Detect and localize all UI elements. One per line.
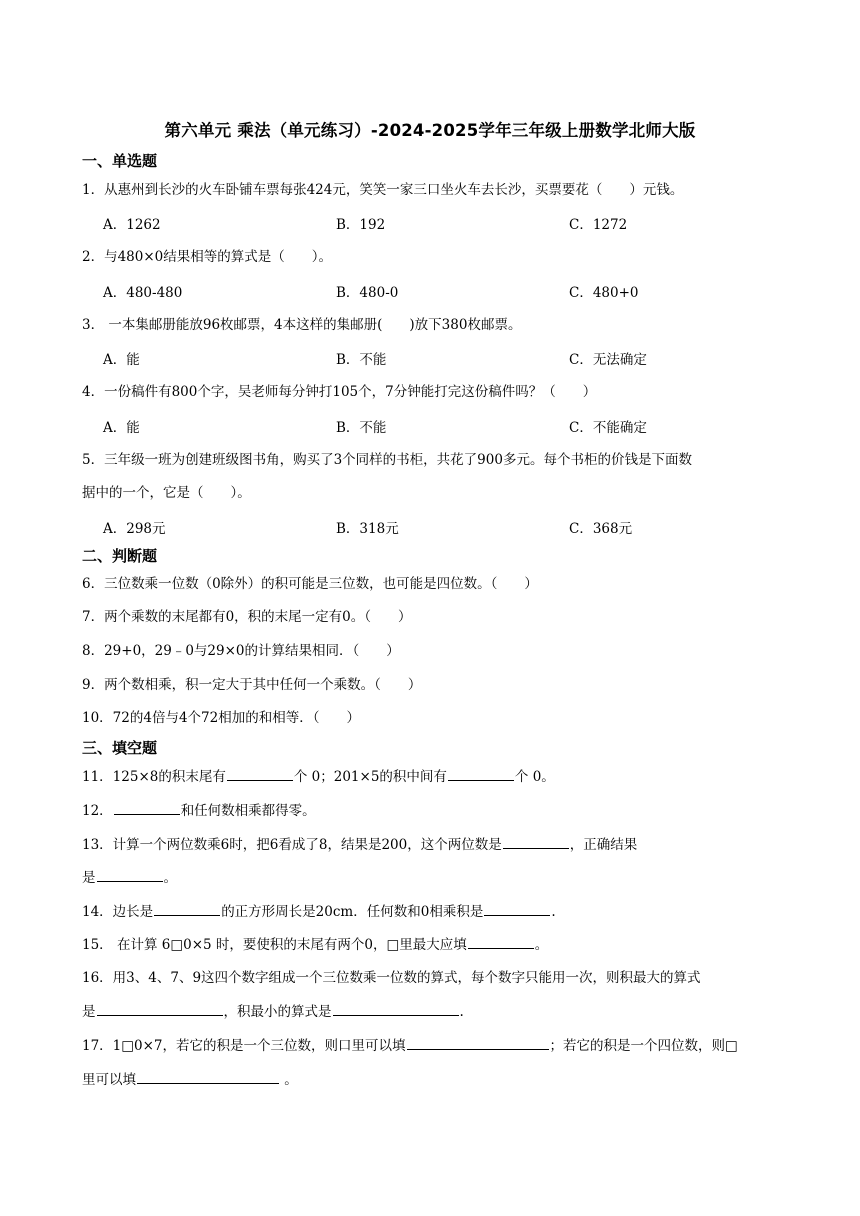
question-14 [82, 901, 782, 922]
question-4: 4．一份稿件有800个字，吴老师每分钟打105个，7分钟能打完这份稿件吗？（ ） [82, 384, 597, 400]
question-5-line-2: 据中的一个，它是（ ）。 [82, 485, 251, 501]
q16-blank-1[interactable] [97, 1001, 223, 1016]
question-6: 6．三位数乘一位数（0除外）的积可能是三位数，也可能是四位数。（ ） [82, 576, 538, 592]
q2-option-c: C．480+0 [569, 285, 639, 301]
q14-text-3: . [551, 904, 556, 920]
q16-text-3: ，积最小的算式是 [223, 1004, 332, 1020]
q1-option-b: B．192 [336, 217, 386, 233]
q15-text-2: 。 [534, 937, 549, 953]
q17-text-3: 里可以填 [82, 1072, 136, 1088]
q2-option-b: B．480-0 [336, 285, 399, 301]
q11-blank-1[interactable] [227, 766, 293, 781]
q12-text-2: 和任何数相乘都得零。 [180, 803, 316, 819]
q5-option-c: C．368元 [569, 521, 633, 537]
question-16-line-1: 16．用3、4、7、9这四个数字组成一个三位数乘一位数的算式，每个数字只能用一次，则积最大的算式 [82, 970, 701, 986]
question-16-line-2 [82, 1001, 782, 1022]
q13-text-4: 。 [163, 870, 177, 886]
question-11 [82, 766, 782, 787]
question-17-line-1 [82, 1035, 782, 1056]
q1-option-c: C．1272 [569, 217, 628, 233]
q16-text-2: 是 [82, 1004, 96, 1020]
question-3: 3． 一本集邮册能放96枚邮票，4本这样的集邮册( )放下380枚邮票。 [82, 317, 522, 333]
section-heading-single-choice: 一、单选题 [82, 152, 158, 170]
question-13-line-1 [82, 834, 782, 855]
q13-blank-1[interactable] [503, 834, 569, 849]
section-heading-fill-blank: 三、填空题 [82, 739, 158, 757]
q17-text-4: 。 [280, 1072, 298, 1088]
q12-text-1: 12． [82, 803, 113, 819]
q15-blank[interactable] [468, 934, 534, 949]
q11-blank-2[interactable] [448, 766, 514, 781]
q4-option-b: B．不能 [336, 420, 387, 436]
q14-text-2: 的正方形周长是20cm．任何数和0相乘积是 [221, 904, 484, 920]
q17-blank-2[interactable] [137, 1069, 279, 1084]
question-8: 8．29+0，29﹣0与29×0的计算结果相同．（ ） [82, 643, 400, 659]
q13-text-3: 是 [82, 870, 96, 886]
q17-blank-1[interactable] [407, 1035, 549, 1050]
q17-text-1: 17．1□0×7，若它的积是一个三位数，则口里可以填 [82, 1038, 406, 1054]
question-17-line-2 [82, 1069, 782, 1090]
question-5-line-1: 5．三年级一班为创建班级图书角，购买了3个同样的书柜，共花了900多元。每个书柜的价钱是下面数 [82, 452, 692, 468]
question-2: 2．与480×0结果相等的算式是（ ）。 [82, 249, 333, 265]
question-15 [82, 934, 782, 955]
q13-blank-2[interactable] [97, 867, 163, 882]
q14-blank-1[interactable] [154, 901, 220, 916]
q3-option-c: C．无法确定 [569, 352, 647, 368]
q17-text-2: ；若它的积是一个四位数，则□ [549, 1038, 738, 1054]
q16-blank-2[interactable] [333, 1001, 459, 1016]
q1-option-a: A．1262 [103, 217, 161, 233]
question-13-line-2 [82, 867, 782, 888]
q3-option-b: B．不能 [336, 352, 387, 368]
section-heading-true-false: 二、判断题 [82, 547, 158, 565]
q11-text-2: 个 0；201×5的积中间有 [293, 769, 447, 785]
q2-option-a: A．480-480 [103, 285, 183, 301]
q14-text-1: 14．边长是 [82, 904, 154, 920]
q3-option-a: A．能 [103, 352, 140, 368]
q12-blank[interactable] [114, 800, 180, 815]
q11-text-1: 11．125×8的积末尾有 [82, 769, 226, 785]
q15-text-1: 15． 在计算 6□0×5 时，要使积的末尾有两个0，□里最大应填 [82, 937, 467, 953]
q14-blank-2[interactable] [484, 901, 550, 916]
page-title: 第六单元 乘法（单元练习）-2024-2025学年三年级上册数学北师大版 [164, 121, 696, 140]
q16-text-4: . [459, 1004, 464, 1020]
question-7: 7．两个乘数的末尾都有0，积的末尾一定有0。（ ） [82, 609, 412, 625]
q5-option-b: B．318元 [336, 521, 399, 537]
question-1: 1．从惠州到长沙的火车卧铺车票每张424元，笑笑一家三口坐火车去长沙，买票要花（ ）元钱。 [82, 182, 684, 198]
q13-text-1: 13．计算一个两位数乘6时，把6看成了8，结果是200，这个两位数是 [82, 837, 502, 853]
q4-option-a: A．能 [103, 420, 140, 436]
q4-option-c: C．不能确定 [569, 420, 647, 436]
question-12 [82, 800, 782, 821]
q5-option-a: A．298元 [103, 521, 166, 537]
q13-text-2: ，正确结果 [569, 837, 638, 853]
q11-text-3: 个 0。 [514, 769, 555, 785]
question-10: 10．72的4倍与4个72相加的和相等．（ ） [82, 710, 360, 726]
question-9: 9．两个数相乘，积一定大于其中任何一个乘数。（ ） [82, 677, 422, 693]
